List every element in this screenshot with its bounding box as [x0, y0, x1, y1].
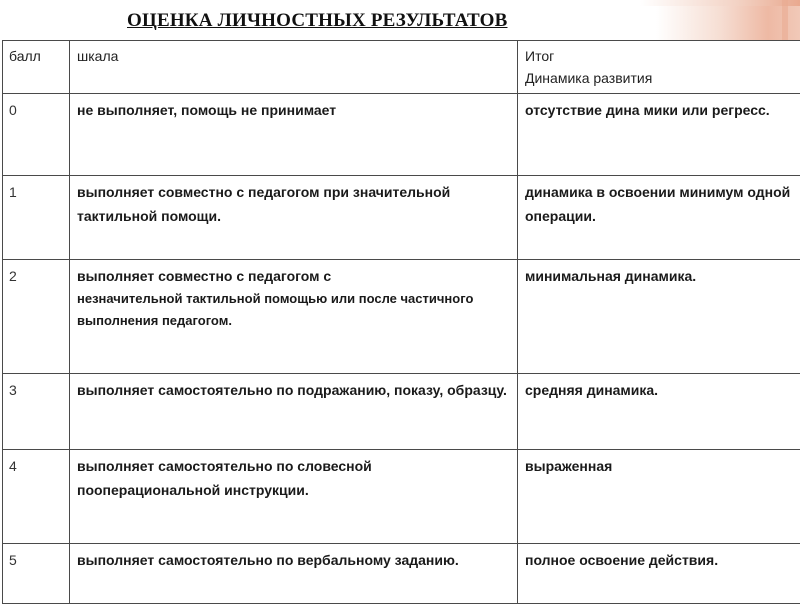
result-cell: средняя динамика. — [518, 374, 800, 450]
header-result-subtitle: Динамика развития — [525, 67, 793, 89]
table-header-row — [3, 41, 800, 94]
scale-cell: не выполняет, помощь не принимает — [70, 94, 518, 176]
table-row — [3, 94, 800, 176]
scale-cell: выполняет самостоятельно по вербальному заданию. — [70, 544, 518, 604]
score-cell: 5 — [3, 544, 70, 604]
result-cell: выраженная — [518, 450, 800, 544]
scale-cell-line2: незначительной тактильной помощью или после частичного выполнения педагогом. — [77, 288, 510, 332]
table-row — [3, 176, 800, 260]
score-cell: 1 — [3, 176, 70, 260]
header-score: балл — [3, 41, 70, 94]
header-scale: шкала — [70, 41, 518, 94]
score-cell: 3 — [3, 374, 70, 450]
scale-cell: выполняет самостоятельно по подражанию, показу, образцу. — [70, 374, 518, 450]
result-cell: динамика в освоении минимум одной операции. — [518, 176, 800, 260]
score-cell: 4 — [3, 450, 70, 544]
scale-cell: выполняет совместно с педагогом при значительной тактильной помощи. — [70, 176, 518, 260]
scale-cell-line1: выполняет совместно с педагогом с — [77, 264, 510, 288]
assessment-table — [2, 40, 800, 604]
score-cell: 0 — [3, 94, 70, 176]
score-cell: 2 — [3, 260, 70, 374]
table-row — [3, 260, 800, 374]
scale-cell: выполняет самостоятельно по словесной пооперациональной инструкции. — [70, 450, 518, 544]
table-row — [3, 374, 800, 450]
result-cell: минимальная динамика. — [518, 260, 800, 374]
header-result — [518, 41, 800, 94]
result-cell: полное освоение действия. — [518, 544, 800, 604]
result-cell: отсутствие дина мики или регресс. — [518, 94, 800, 176]
header-result-title: Итог — [525, 45, 793, 67]
scale-cell — [70, 260, 518, 374]
table-row — [3, 450, 800, 544]
page-title: ОЦЕНКА ЛИЧНОСТНЫХ РЕЗУЛЬТАТОВ — [0, 10, 800, 36]
table-row — [3, 544, 800, 604]
